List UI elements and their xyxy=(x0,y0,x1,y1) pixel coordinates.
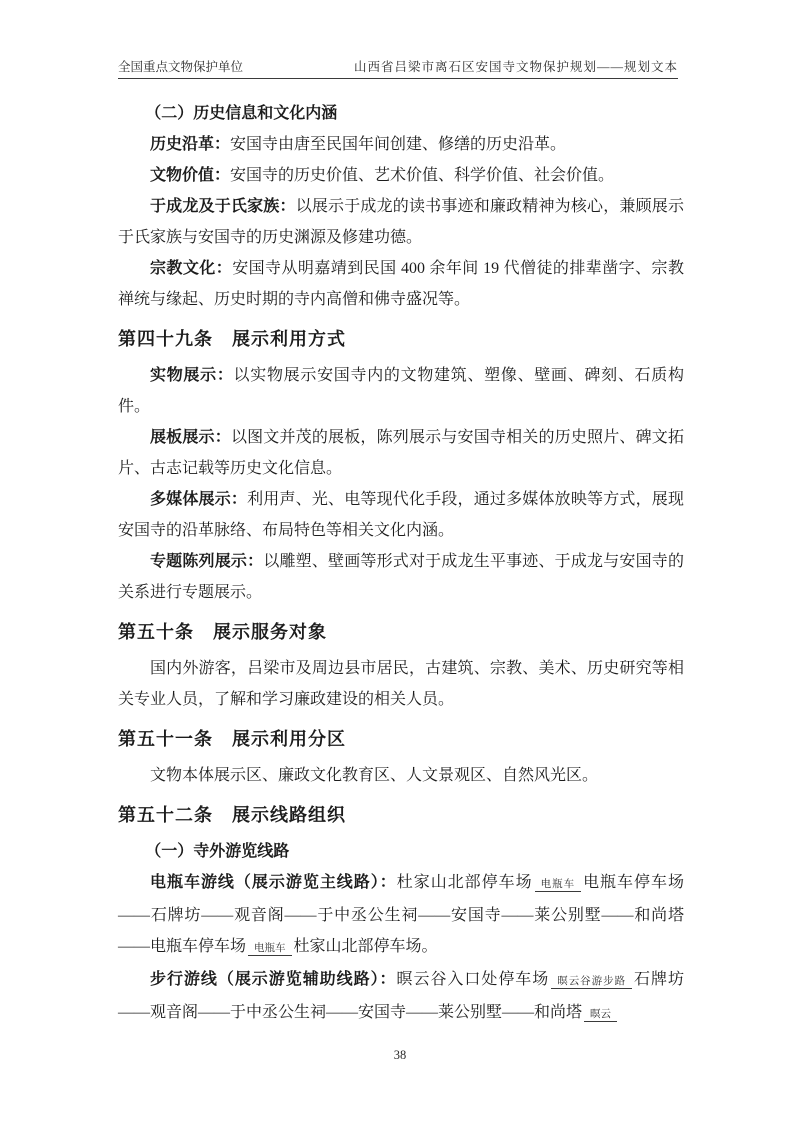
paragraph-walking-route xyxy=(118,964,684,1030)
article-51-heading: 第五十一条 展示利用分区 xyxy=(118,729,346,749)
paragraph-yu-family xyxy=(118,191,684,253)
paragraph-lead: 实物展示： xyxy=(150,367,234,384)
paragraph-text: 安国寺由唐至民国年间创建、修缮的历史沿革。 xyxy=(230,136,567,153)
paragraph-lead: 于成龙及于氏家族： xyxy=(150,198,296,215)
route-segment: 杜家山北部停车场 xyxy=(396,874,533,891)
page-footer xyxy=(0,1048,800,1063)
paragraph-lead: 展板展示： xyxy=(150,429,231,446)
paragraph-lead: 专题陈列展示： xyxy=(150,553,264,570)
paragraph-panel-display xyxy=(118,422,684,484)
paragraph-themed-display xyxy=(118,546,684,608)
paragraph-history-evolution xyxy=(118,129,684,160)
paragraph-lead: 宗教文化： xyxy=(150,260,233,277)
paragraph-lead: 步行游线（展示游览辅助线路）： xyxy=(150,971,397,988)
route-segment: 暝云谷入口处停车场 xyxy=(396,971,550,988)
paragraph-text: 利用声、光、电等现代化手段，通过多媒体放映等方式，展现安国寺的沿革脉络、布局特色等相关文化内涵。 xyxy=(118,491,684,539)
route-note-mingyun: 暝云 xyxy=(584,1009,617,1022)
header-right-text: 山西省吕梁市离石区安国寺文物保护规划——规划文本 xyxy=(353,60,678,74)
route-segment: 石牌坊——观音阁——于中丞公生祠——安国寺——莱公别墅——和尚塔 xyxy=(118,971,684,1021)
route-note-shuttle: 电瓶车 xyxy=(535,879,581,892)
paragraph-text: 安国寺的历史价值、艺术价值、科学价值、社会价值。 xyxy=(230,167,615,184)
section-heading-history-culture: （二）历史信息和文化内涵 xyxy=(145,105,338,122)
paragraph-text: 安国寺从明嘉靖到民国 400 余年间 19 代僧徒的排辈凿字、宗教禅统与缘起、历史时期的寺内高僧和佛寺盛况等。 xyxy=(118,260,684,308)
paragraph-lead: 多媒体展示： xyxy=(150,491,248,508)
paragraph-display-zones: 文物本体展示区、廉政文化教育区、人文景观区、自然风光区。 xyxy=(150,767,599,784)
section-heading-outside-routes: （一）寺外游览线路 xyxy=(145,843,290,860)
paragraph-physical-display xyxy=(118,360,684,422)
paragraph-lead: 文物价值： xyxy=(150,167,231,184)
paragraph-multimedia-display xyxy=(118,484,684,546)
paragraph-text: 以雕塑、壁画等形式对于成龙生平事迹、于成龙与安国寺的关系进行专题展示。 xyxy=(118,553,684,601)
article-50-heading: 第五十条 展示服务对象 xyxy=(118,622,327,642)
paragraph-text: 以实物展示安国寺内的文物建筑、塑像、壁画、碑刻、石质构件。 xyxy=(118,367,684,415)
route-segment: 电瓶车停车场——石牌坊——观音阁——于中丞公生祠——安国寺——莱公别墅——和尚塔——电瓶车停车场 xyxy=(118,874,684,955)
page-number: 38 xyxy=(393,1048,407,1062)
page-header xyxy=(118,57,678,79)
paragraph-relic-value xyxy=(118,160,684,191)
route-note-shuttle: 电瓶车 xyxy=(248,943,292,956)
header-left-text: 全国重点文物保护单位 xyxy=(118,60,244,74)
document-content xyxy=(118,98,684,1030)
paragraph-lead: 电瓶车游线（展示游览主线路）： xyxy=(150,874,397,891)
paragraph-religious-culture xyxy=(118,253,684,315)
paragraph-text: 以图文并茂的展板，陈列展示与安国寺相关的历史照片、碑文拓片、古志记载等历史文化信息。 xyxy=(118,429,684,477)
paragraph-text: 以展示于成龙的读书事迹和廉政精神为核心，兼顾展示于氏家族与安国寺的历史渊源及修建功德。 xyxy=(118,198,684,246)
route-note-footpath: 暝云谷游步路 xyxy=(551,976,632,989)
article-52-heading: 第五十二条 展示线路组织 xyxy=(118,805,346,825)
article-49-heading: 第四十九条 展示利用方式 xyxy=(118,329,346,349)
paragraph-shuttle-route xyxy=(118,867,684,964)
paragraph-service-audience: 国内外游客，吕梁市及周边县市居民，古建筑、宗教、美术、历史研究等相关专业人员，了解和学习廉政建设的相关人员。 xyxy=(118,660,684,708)
route-segment: 杜家山北部停车场。 xyxy=(293,938,438,955)
paragraph-lead: 历史沿革： xyxy=(150,136,231,153)
